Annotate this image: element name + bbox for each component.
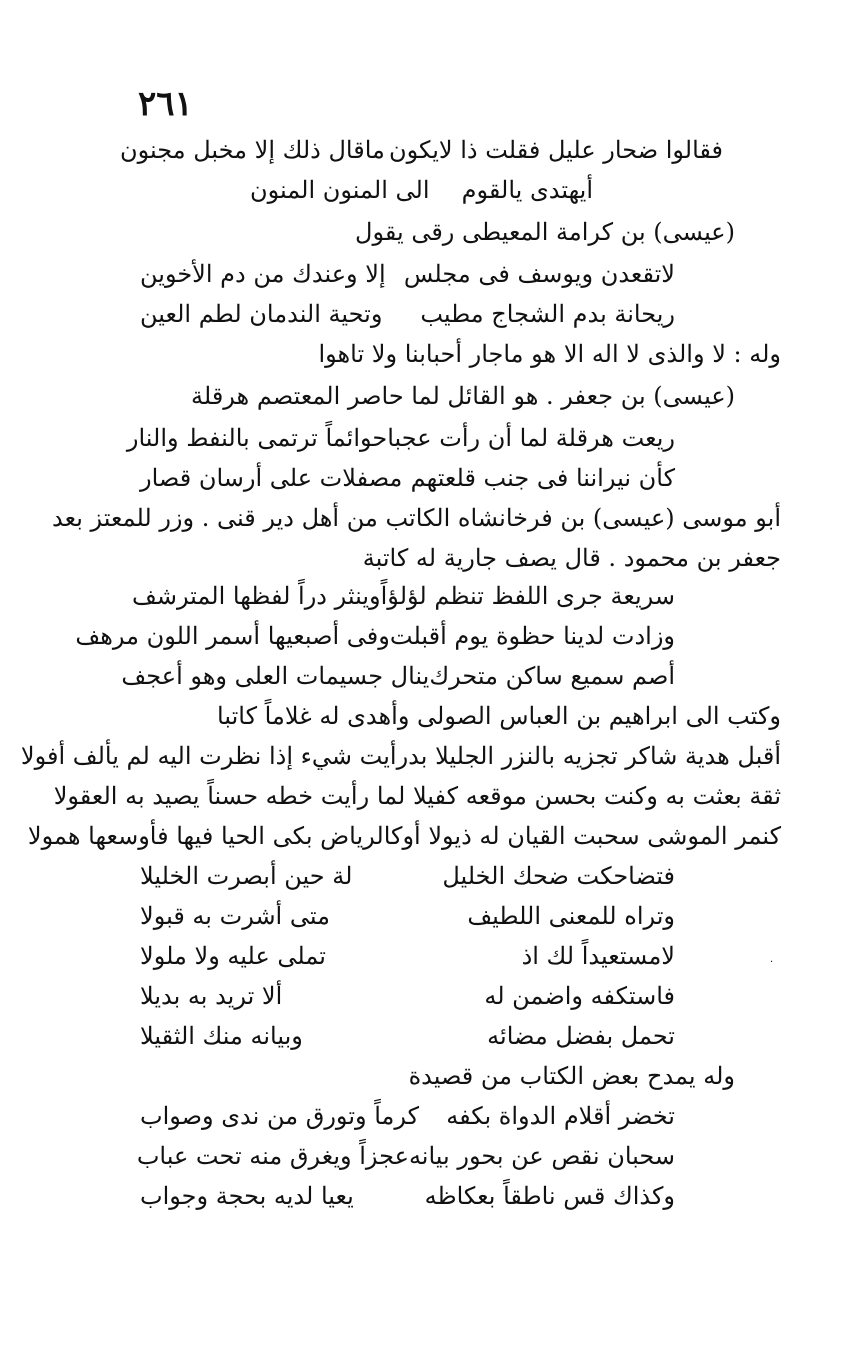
verse-second-hemistich: تملى عليه ولا ملولا <box>140 942 326 970</box>
verse-second-hemistich: كرماً وتورق من ندى وصواب <box>140 1102 420 1130</box>
verse-second-hemistich: وينثر دراً لفظها المترشف <box>131 582 381 610</box>
verse-line <box>140 898 675 934</box>
verse-first-hemistich: فتضاحكت ضحك الخليل <box>442 862 675 890</box>
verse-second-hemistich: وتحية الندمان لطم العين <box>140 300 383 328</box>
prose-line: وكتب الى ابراهيم بن العباس الصولى وأهدى له غلاماً كاتبا <box>217 702 781 730</box>
verse-first-hemistich: لاتقعدن ويوسف فى مجلس <box>403 260 675 288</box>
verse-first-hemistich: فقالوا ضحار عليل فقلت ذا لايكون <box>388 136 723 164</box>
page-number: ٢٦١ <box>138 84 193 124</box>
verse-first-hemistich: وكذاك قس ناطقاً بعكاظه <box>424 1182 675 1210</box>
verse-line <box>140 978 675 1014</box>
verse-first-hemistich: فاستكفه واضمن له <box>484 982 675 1010</box>
verse-line <box>140 1098 675 1134</box>
verse-line <box>121 658 675 694</box>
verse-second-hemistich: ماقال ذلك إلا مخبل مجنون <box>120 136 385 164</box>
prose-line: ثقة بعثت به وكنت بحسن موقعه كفيلا لما رأيت خطه حسناً يصيد به العقولا <box>53 782 781 810</box>
verse-second-hemistich: إلا وعندك من دم الأخوين <box>140 260 386 288</box>
prose-line: كنمر الموشى سحبت القيان له ذيولا أوكالرياض بكى الحيا فيها فأوسعها همولا <box>27 822 781 850</box>
verse-second-hemistich: يعيا لديه بحجة وجواب <box>140 1182 354 1210</box>
entry-heading-line: وله يمدح بعض الكتاب من قصيدة <box>408 1062 735 1090</box>
verse-line <box>140 256 675 292</box>
prose-line: أقبل هدية شاكر تجزيه بالنزر الجليلا بدرأيت شيء إذا نظرت اليه لم يألف أفولا <box>20 742 781 770</box>
verse-line <box>140 1018 675 1054</box>
verse-second-hemistich: لة حين أبصرت الخليلا <box>140 862 353 890</box>
verse-first-hemistich: كأن نيراننا فى جنب قلعتهم <box>410 464 675 492</box>
verse-line <box>140 460 675 496</box>
verse-first-hemistich: تخضر أقلام الدواة بكفه <box>446 1102 675 1130</box>
verse-first-hemistich: لامستعيداً لك اذ <box>521 942 675 970</box>
verse-first-hemistich: وزادت لدينا حظوة يوم أقبلت <box>389 622 675 650</box>
verse-second-hemistich: الى المنون المنون <box>250 176 430 204</box>
verse-line <box>140 296 675 332</box>
verse-line <box>120 132 723 168</box>
verse-second-hemistich: متى أشرت به قبولا <box>140 902 330 930</box>
prose-line: وله : لا والذى لا اله الا هو ماجار أحبابنا ولا تاهوا <box>318 340 781 368</box>
margin-mark: · <box>770 957 774 968</box>
entry-heading-line: (عيسى) بن كرامة المعيطى رقى يقول <box>355 218 735 246</box>
verse-second-hemistich: ألا تريد به بديلا <box>140 982 283 1010</box>
verse-second-hemistich: وفى أصبعيها أسمر اللون مرهف <box>75 622 390 650</box>
verse-line <box>140 938 675 974</box>
entry-heading-line: (عيسى) بن جعفر . هو القائل لما حاصر المعتصم هرقلة <box>191 382 735 410</box>
verse-line <box>140 1178 675 1214</box>
verse-first-hemistich: ريعت هرقلة لما أن رأت عجبا <box>387 424 675 452</box>
verse-first-hemistich: أصم سميع ساكن متحرك <box>429 662 675 690</box>
prose-line: أبو موسى (عيسى) بن فرخانشاه الكاتب من أهل دير قنى . وزر للمعتز بعد <box>52 504 781 532</box>
verse-line <box>126 420 675 456</box>
verse-second-hemistich: ينال جسيمات العلى وهو أعجف <box>121 662 430 690</box>
verse-first-hemistich: تحمل بفضل مضائه <box>487 1022 675 1050</box>
verse-second-hemistich: حوائماً ترتمى بالنفط والنار <box>126 424 388 452</box>
verse-first-hemistich: سريعة جرى اللفظ تنظم لؤلؤاً <box>380 582 675 610</box>
verse-first-hemistich: سحبان نقص عن بحور بيانه <box>408 1142 675 1170</box>
verse-first-hemistich: وتراه للمعنى اللطيف <box>467 902 675 930</box>
verse-line <box>250 172 593 208</box>
verse-first-hemistich: أيهتدى يالقوم <box>461 176 593 204</box>
verse-second-hemistich: عجزاً ويغرق منه تحت عباب <box>136 1142 409 1170</box>
verse-line <box>131 578 675 614</box>
verse-line <box>136 1138 675 1174</box>
verse-second-hemistich: وبيانه منك الثقيلا <box>140 1022 303 1050</box>
prose-line: جعفر بن محمود . قال يصف جارية له كاتبة <box>362 544 781 572</box>
verse-line <box>140 858 675 894</box>
verse-line <box>75 618 675 654</box>
verse-second-hemistich: مصفلات على أرسان قصار <box>140 464 403 492</box>
verse-first-hemistich: ريحانة بدم الشجاج مطيب <box>420 300 675 328</box>
